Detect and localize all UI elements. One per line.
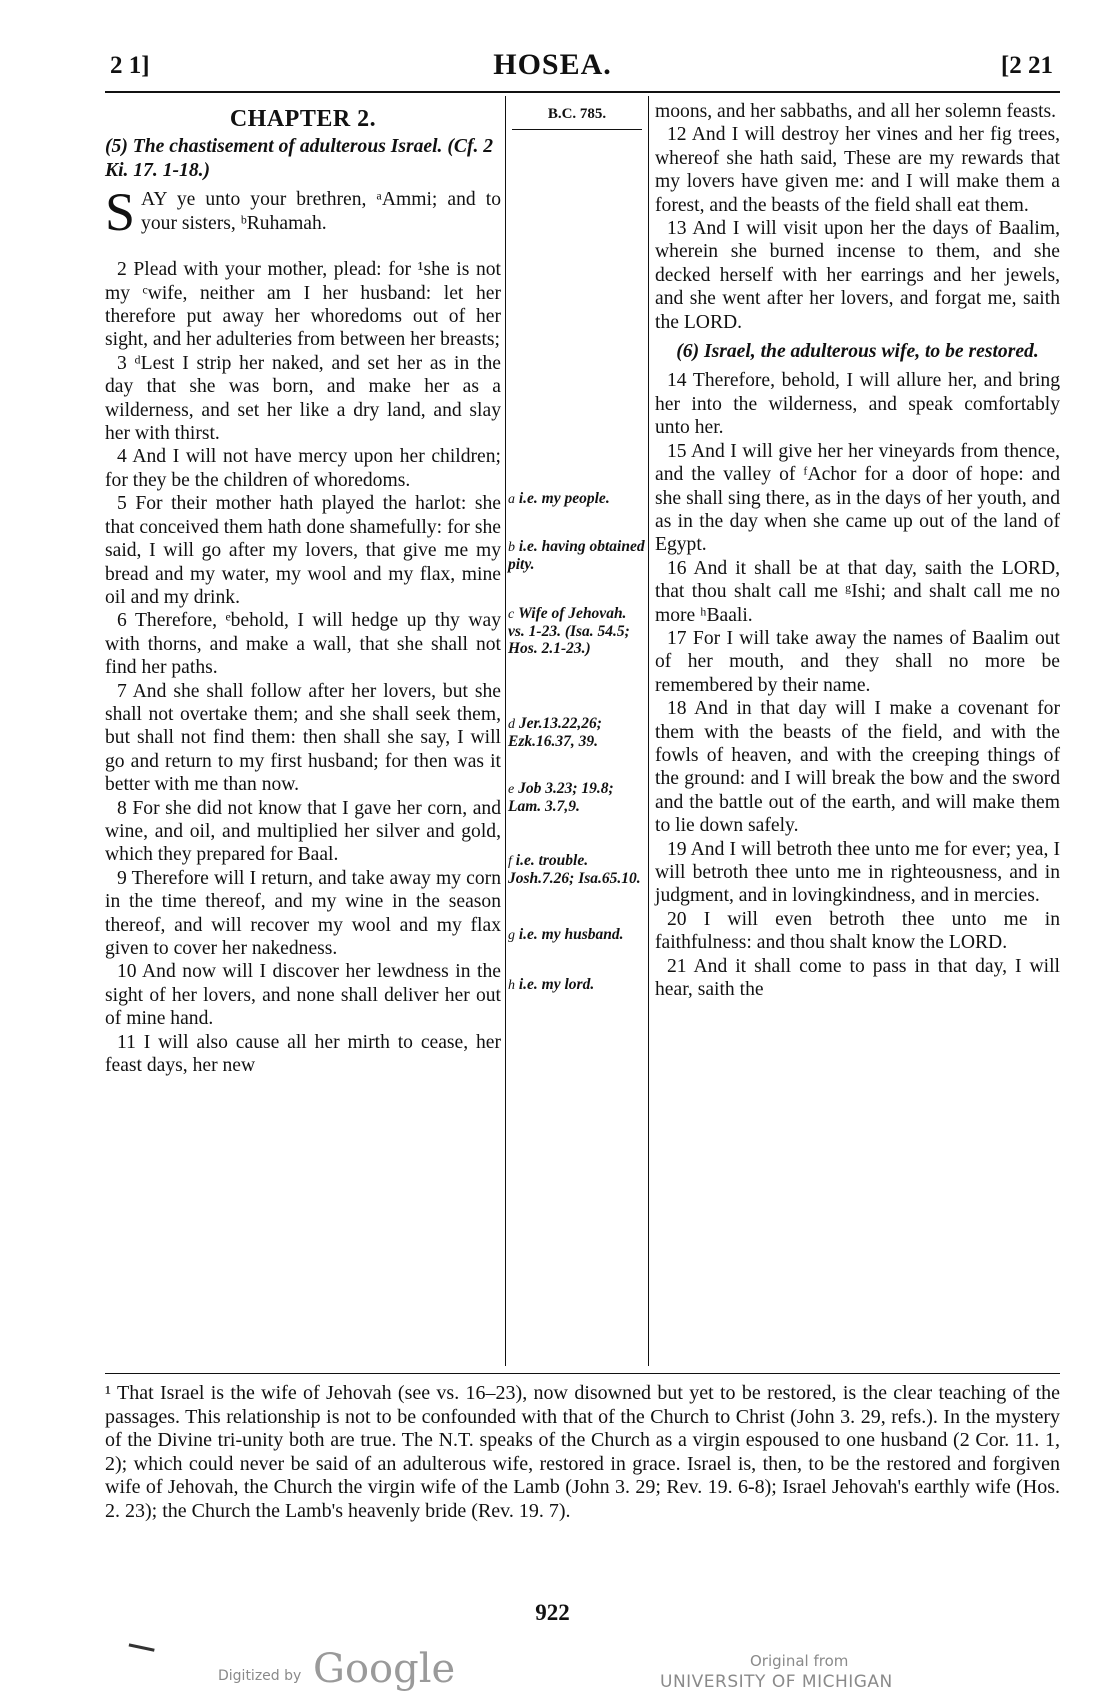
reference-column bbox=[508, 100, 646, 993]
reference-text: i.e. having obtained pity. bbox=[508, 538, 645, 573]
verse: 9 Therefore will I return, and take away my corn in the time thereof, and my wine in the season thereof, and will recover my wool and my flax given to cover her nakedness. bbox=[105, 867, 501, 959]
section-heading: (5) The chastisement of adulterous Israel. (Cf. 2 Ki. 17. 1-18.) bbox=[105, 136, 494, 181]
reference-key: c bbox=[508, 607, 515, 622]
right-text-column bbox=[655, 100, 1060, 1001]
watermark-google-logo: Google bbox=[313, 1646, 456, 1692]
verse-1 bbox=[105, 182, 501, 258]
date-label: B.C. 785. bbox=[547, 106, 607, 122]
verse: 8 For she did not know that I gave her corn, and wine, and oil, and multiplied her silver and gold, which they prepared for Baal. bbox=[105, 797, 501, 866]
cross-reference bbox=[508, 490, 646, 508]
verse: 6 Therefore, ᵉbehold, I will hedge up thy way with thorns, and make a wall, that she shall not find her paths. bbox=[105, 610, 501, 679]
reference-key: e bbox=[508, 782, 515, 797]
page-number: 922 bbox=[535, 1600, 570, 1625]
verse: 21 And it shall come to pass in that day, I will hear, saith the bbox=[655, 955, 1060, 1001]
verse: 19 And I will betroth thee unto me for ever; yea, I will betroth thee unto me in righteousness, and in judgment, and in lovingkindness, and in mercies. bbox=[655, 838, 1060, 907]
verse: 5 For their mother hath played the harlot: she that conceived them hath done shamefully: for she said, I will go after my lovers, that give me my bread and my water, my wool and my flax, mine oil and my drink. bbox=[105, 493, 501, 608]
verse: 16 And it shall be at that day, saith the LORD, that thou shalt call me ᵍIshi; and shalt call me no more ʰBaali. bbox=[655, 557, 1060, 626]
chapter-title: CHAPTER 2. bbox=[229, 106, 377, 132]
footnote-rule bbox=[105, 1373, 1060, 1374]
reference-text: Job 3.23; 19.8; Lam. 3.7,9. bbox=[508, 780, 614, 815]
scan-mark bbox=[127, 1643, 154, 1657]
verse: 11 I will also cause all her mirth to cease, her feast days, her new bbox=[105, 1031, 501, 1077]
verse: 2 Plead with your mother, plead: for ¹she is not my ᶜwife, neither am I her husband: let her therefore put away her whoredoms out of her sight, and her adulteries from between her breasts; bbox=[105, 259, 501, 351]
header-chapter-verse-right: [2 21 bbox=[1000, 52, 1053, 79]
cross-reference bbox=[508, 538, 646, 573]
reference-key: h bbox=[508, 978, 515, 993]
verse-continuation: moons, and her sabbaths, and all her solemn feasts. bbox=[655, 101, 1057, 122]
verse: 12 And I will destroy her vines and her fig trees, whereof she hath said, These are my rewards that my lovers have given me: and I will make them a forest, and the beasts of the field shall eat them. bbox=[655, 124, 1060, 216]
verse: 14 Therefore, behold, I will allure her, and bring her into the wilderness, and speak comfortably unto her. bbox=[655, 370, 1060, 439]
verse: 18 And in that day will I make a covenant for them with the beasts of the field, and with the fowls of heaven, and with the creeping things of the ground: and I will break the bow and the sword and the battle out of the earth, and will make them to lie down safely. bbox=[655, 698, 1060, 837]
reference-key: a bbox=[508, 492, 515, 507]
cross-reference bbox=[508, 780, 646, 815]
cross-reference bbox=[508, 926, 646, 944]
reference-text: i.e. my lord. bbox=[518, 976, 595, 993]
verse: 15 And I will give her her vineyards from thence, and the valley of ᶠAchor for a door of hope: and she shall sing there, as in the days of her youth, and as in the day when she came up out of the land of Egypt. bbox=[655, 440, 1060, 556]
verse: 20 I will even betroth thee unto me in faithfulness: and thou shalt know the LORD. bbox=[655, 908, 1060, 954]
cross-reference bbox=[508, 715, 646, 750]
reference-text: i.e. my husband. bbox=[518, 926, 624, 943]
header-book-title: HOSEA. bbox=[493, 48, 612, 81]
reference-text: Wife of Jehovah. vs. 1-23. (Isa. 54.5; Hos. 2.1-23.) bbox=[508, 605, 630, 657]
date-rule bbox=[512, 129, 642, 130]
footnote: ¹ That Israel is the wife of Jehovah (see vs. 16–23), now disowned but yet to be restored, is the clear teaching of the passages. This relationship is not to be confounded with that of the Church to Christ (John 3. 29, refs.). In the mystery of the Divine tri-unity both are true. The N.T. speaks of the Church as a virgin espoused to one husband (2 Cor. 11. 1, 2); which could never be said of an adulterous wife, restored in grace. Israel is, then, to be the restored and forgiven wife of Jehovah, the Church the virgin wife of the Lamb (John 3. 29; Rev. 19. 6-8); Israel Jehovah's earthly wife (Hos. 2. 23); the Church the Lamb's heavenly bride (Rev. 19. 7). bbox=[105, 1382, 1060, 1522]
watermark-original-from: Original from bbox=[750, 1652, 849, 1670]
watermark-digitized: Digitized by bbox=[218, 1668, 302, 1684]
section-heading: (6) Israel, the adulterous wife, to be restored. bbox=[676, 341, 1039, 363]
column-divider-left bbox=[505, 96, 506, 1366]
watermark-university: UNIVERSITY OF MICHIGAN bbox=[660, 1672, 893, 1692]
header-rule bbox=[105, 91, 1060, 93]
left-text-column bbox=[105, 100, 501, 1077]
reference-key: g bbox=[508, 928, 515, 943]
reference-text: Jer.13.22,26; Ezk.16.37, 39. bbox=[508, 715, 602, 750]
verse: 4 And I will not have mercy upon her children; for they be the children of whoredoms. bbox=[105, 446, 501, 491]
verse: 13 And I will visit upon her the days of Baalim, wherein she burned incense to them, and she decked herself with her earrings and her jewels, and she went after her lovers, and forgat me, saith the LORD. bbox=[655, 218, 1060, 333]
verse: 3 ᵈLest I strip her naked, and set her as in the day that she was born, and make her as a wilderness, and set her like a dry land, and slay her with thirst. bbox=[105, 352, 501, 445]
cross-reference bbox=[508, 852, 646, 887]
verse: 10 And now will I discover her lewdness in the sight of her lovers, and none shall deliver her out of mine hand. bbox=[105, 961, 501, 1030]
reference-key: f bbox=[508, 854, 512, 869]
column-divider-right bbox=[648, 96, 649, 1366]
reference-key: b bbox=[508, 540, 515, 555]
verse: 7 And she shall follow after her lovers, but she shall not overtake them; and she shall seek them, but shall not find them: then shall she say, I will go and return to my first husband; for then was it better with me than now. bbox=[105, 680, 501, 796]
reference-text: i.e. my people. bbox=[518, 490, 610, 507]
verse: 17 For I will take away the names of Baalim out of her mouth, and they shall no more be remembered by their name. bbox=[655, 627, 1060, 696]
reference-text: i.e. trouble. Josh.7.26; Isa.65.10. bbox=[508, 852, 641, 887]
reference-key: d bbox=[508, 717, 515, 732]
cross-reference bbox=[508, 976, 646, 994]
drop-cap: S bbox=[105, 182, 136, 243]
verse-1-text: AY ye unto your brethren, ᵃAmmi; and to your sisters, ᵇRuhamah. bbox=[141, 189, 501, 234]
header-chapter-verse-left: 2 1] bbox=[110, 52, 150, 79]
cross-reference bbox=[508, 605, 646, 657]
